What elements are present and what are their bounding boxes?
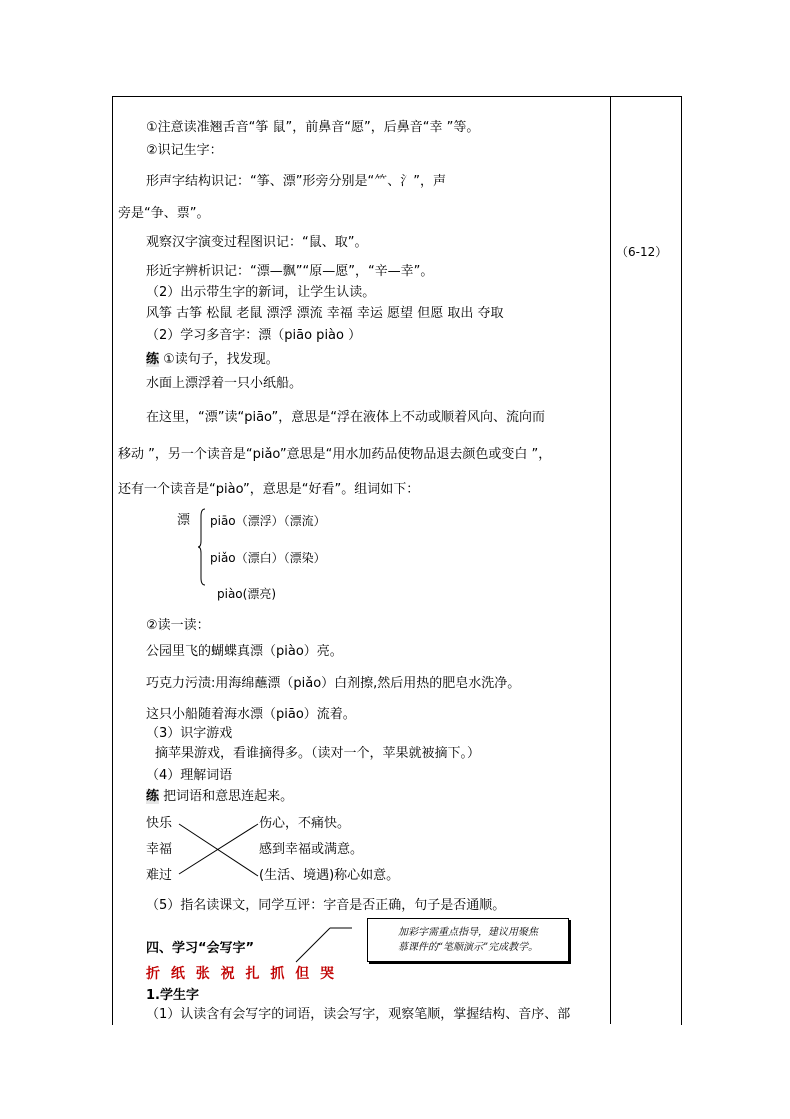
line-1: ①注意读准翘舌音“筝 鼠”，前鼻音“愿”，后鼻音“幸 ”等。	[146, 120, 480, 135]
line-5: 观察汉字演变过程图识记：“鼠、取”。	[146, 235, 368, 250]
understand-desc: 把词语和意思连起来。	[159, 789, 294, 804]
reading-2: piǎo（漂白）（漂染）	[210, 551, 326, 565]
line-4: 旁是“争、票”。	[118, 206, 210, 221]
section-4-title: 四、学习“会写字”	[146, 941, 255, 956]
line-12: 在这里，“漂”读“piāo”，意思是“浮在液体上不动或顺着风向、流向而	[146, 410, 545, 425]
callout-line-1: 加彩字需重点指导，建议用聚焦	[398, 927, 538, 938]
line-7: （2）出示带生字的新词，让学生认读。	[146, 285, 376, 300]
side-note: （6-12）	[616, 245, 668, 259]
line-14: 还有一个读音是“piào”，意思是“好看”。组词如下：	[118, 482, 420, 497]
practice-tag-2: 练	[146, 789, 160, 804]
understand-line	[146, 789, 293, 805]
step-5: （5）指名读课文，同学互评：字音是否正确，句子是否通顺。	[146, 898, 506, 913]
read-sentence-2: 巧克力污渍:用海绵蘸漂（piǎo）白剂擦,然后用热的肥皂水洗净。	[146, 676, 521, 691]
read-sentence-3: 这只小船随着海水漂（piāo）流着。	[146, 707, 356, 722]
read-title: ②读一读：	[146, 618, 210, 633]
line-13: 移动 ”，另一个读音是“piǎo”意思是“用水加药品使物品退去颜色或变白 ”，	[118, 447, 552, 462]
match-left-2: 幸福	[146, 842, 173, 857]
match-left-3: 难过	[146, 868, 173, 883]
read-sentence-1: 公园里飞的蝴蝶真漂（piào）亮。	[146, 644, 343, 659]
match-right-1: 伤心，不痛快。	[259, 816, 351, 831]
line-11: 水面上漂浮着一只小纸船。	[146, 376, 303, 391]
line-8: 风筝 古筝 松鼠 老鼠 漂浮 漂流 幸福 幸运 愿望 但愿 取出 夺取	[146, 306, 504, 321]
match-right-3: (生活、境遇)称心如意。	[259, 868, 400, 883]
line-10-text: ①读句子，找发现。	[159, 352, 279, 367]
learn-title: 1.学生字	[146, 988, 199, 1003]
reading-3: piào(漂亮)	[217, 587, 277, 601]
line-6: 形近字辨析识记：“漂—飘”“原—愿”，“辛—幸”。	[146, 264, 434, 279]
line-10	[146, 352, 279, 368]
line-3: 形声字结构识记：“筝、漂”形旁分别是“⺮、氵”，声	[146, 174, 446, 189]
brace-icon	[198, 508, 206, 586]
line-9: （2）学习多音字：漂（piāo piào ）	[146, 328, 362, 343]
match-left-1: 快乐	[146, 816, 173, 831]
column-divider	[610, 96, 611, 1024]
write-chars: 折 纸 张 祝 扎 抓 但 哭	[146, 966, 338, 982]
line-2: ②识记生字：	[146, 143, 223, 158]
polyphone-char: 漂	[177, 513, 191, 528]
practice-tag: 练	[146, 352, 160, 367]
match-right-2: 感到幸福或满意。	[259, 842, 364, 857]
reading-1: piāo（漂浮）（漂流）	[210, 514, 326, 528]
game-desc: 摘苹果游戏，看谁摘得多。（读对一个，苹果就被摘下。）	[155, 746, 481, 761]
game-title: （3）识字游戏	[146, 726, 233, 741]
understand-title: （4）理解词语	[146, 768, 233, 783]
callout-line-2: 慕课件的“笔顺演示”完成教学。	[397, 942, 539, 953]
learn-desc: （1）认读含有会写字的词语，读会写字，观察笔顺，掌握结构、音序、部	[146, 1007, 571, 1022]
teaching-tip-callout	[367, 918, 569, 962]
